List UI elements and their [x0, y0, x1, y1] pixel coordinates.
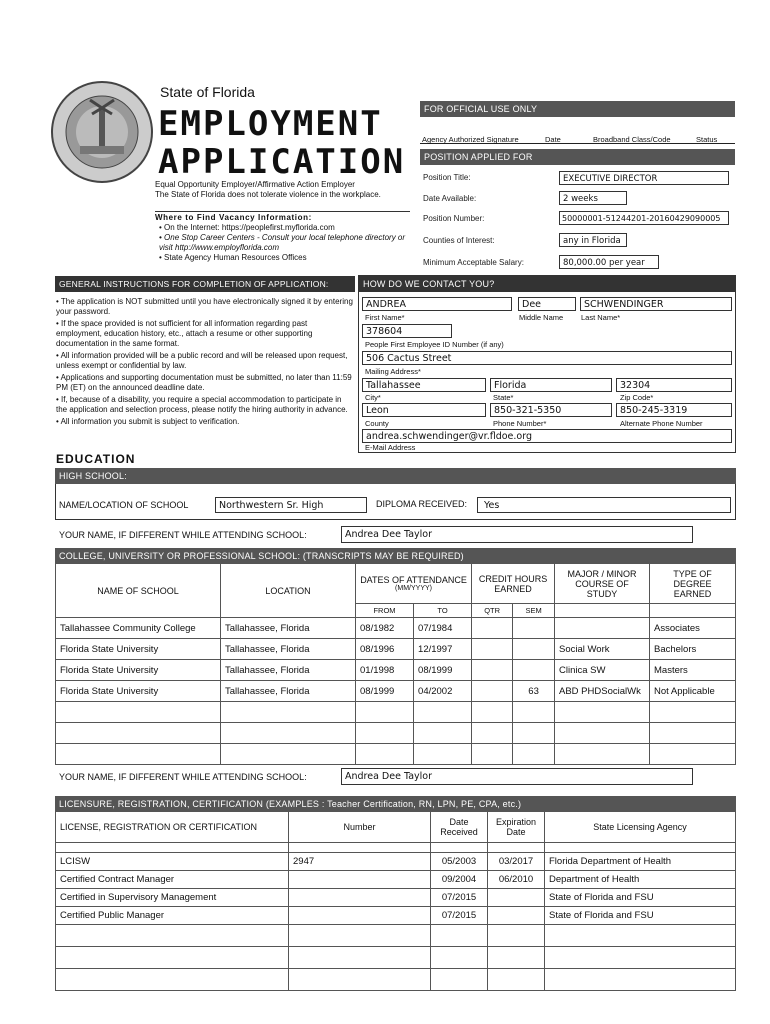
empty-cell[interactable] [488, 947, 545, 969]
zip-field[interactable]: 32304 [616, 378, 732, 392]
high-school-bar: HIGH SCHOOL: [55, 468, 736, 484]
empty-cell[interactable] [513, 744, 555, 765]
col-number: Number [289, 812, 431, 843]
qtr-cell[interactable] [472, 618, 513, 639]
empty-cell[interactable] [356, 723, 414, 744]
eeo-line: Equal Opportunity Employer/Affirmative Action Employer [155, 180, 355, 189]
col-qtr: QTR [472, 604, 513, 618]
employee-id-label: People First Employee ID Number (if any) [365, 340, 504, 349]
col-to: TO [414, 604, 472, 618]
empty-cell[interactable] [56, 925, 289, 947]
status-label: Status [696, 135, 718, 144]
empty-cell[interactable] [545, 947, 736, 969]
empty-cell[interactable] [414, 744, 472, 765]
school-cell[interactable]: Florida State University [56, 681, 221, 702]
empty-cell[interactable] [56, 723, 221, 744]
vacancy-info [155, 211, 410, 263]
col-agency: State Licensing Agency [545, 812, 736, 843]
contact-bar: HOW DO WE CONTACT YOU? [359, 276, 735, 292]
exp-cell[interactable] [488, 907, 545, 925]
col-from: FROM [356, 604, 414, 618]
eeo-statement [155, 180, 405, 200]
major-cell[interactable]: ABD PHDSocialWk [555, 681, 650, 702]
table-row [56, 744, 736, 765]
spacer-row [56, 843, 736, 853]
major-cell[interactable]: Clinica SW [555, 660, 650, 681]
location-cell[interactable]: Tallahassee, Florida [221, 639, 356, 660]
col-major-sub [555, 604, 650, 618]
exp-cell[interactable]: 03/2017 [488, 853, 545, 871]
table-row [56, 618, 736, 639]
table-row [56, 853, 736, 871]
from-cell[interactable]: 08/1996 [356, 639, 414, 660]
sem-cell[interactable] [513, 618, 555, 639]
empty-cell[interactable] [650, 744, 736, 765]
table-row [56, 925, 736, 947]
col-location: LOCATION [221, 564, 356, 618]
to-cell[interactable]: 07/1984 [414, 618, 472, 639]
agency-cell[interactable]: State of Florida and FSU [545, 907, 736, 925]
last-name-field[interactable]: SCHWENDINGER [580, 297, 732, 311]
location-cell[interactable]: Tallahassee, Florida [221, 660, 356, 681]
col-license: LICENSE, REGISTRATION OR CERTIFICATION [56, 812, 289, 843]
empty-cell[interactable] [472, 702, 513, 723]
diff-name-field-2[interactable]: Andrea Dee Taylor [341, 768, 693, 785]
spacer-cell [56, 843, 289, 853]
table-row [56, 723, 736, 744]
col-dates [356, 564, 472, 604]
sem-cell[interactable] [513, 639, 555, 660]
phone-label: Phone Number* [493, 419, 547, 428]
exp-cell[interactable]: 06/2010 [488, 871, 545, 889]
date-cell[interactable]: 09/2004 [431, 871, 488, 889]
college-bar: COLLEGE, UNIVERSITY OR PROFESSIONAL SCHOOL: (TRANSCRIPTS MAY BE REQUIRED) [55, 548, 736, 564]
spacer-cell [431, 843, 488, 853]
empty-cell[interactable] [356, 744, 414, 765]
violence-line: The State of Florida does not tolerate violence in the workplace. [155, 190, 381, 199]
exp-cell[interactable] [488, 889, 545, 907]
florida-seal [50, 80, 154, 184]
school-cell[interactable]: Florida State University [56, 660, 221, 681]
licensure-table [55, 811, 736, 991]
from-cell[interactable]: 01/1998 [356, 660, 414, 681]
major-cell[interactable] [555, 618, 650, 639]
instruction-item: • The application is NOT submitted until you have electronically signed it by entering your password. [56, 297, 353, 316]
mailing-address-label: Mailing Address* [365, 367, 421, 376]
empty-cell[interactable] [414, 702, 472, 723]
empty-cell[interactable] [650, 723, 736, 744]
instruction-item: • Applications and supporting documentation must be submitted, no later than 11:59 PM (ET) on the announced deadline date. [56, 373, 352, 392]
col-degree: TYPE OF DEGREE EARNED [650, 564, 736, 604]
position-title-label: Position Title: [423, 173, 471, 182]
empty-cell[interactable] [56, 969, 289, 991]
official-use-bar: FOR OFFICIAL USE ONLY [420, 101, 735, 117]
school-cell[interactable]: Florida State University [56, 639, 221, 660]
empty-cell[interactable] [56, 744, 221, 765]
location-cell[interactable]: Tallahassee, Florida [221, 618, 356, 639]
to-cell[interactable]: 12/1997 [414, 639, 472, 660]
instruction-item: • If, because of a disability, you require a special accommodation to participate in the application and selection process, please notify the hiring authority in advance. [56, 395, 348, 414]
instructions-list [56, 297, 354, 429]
number-cell[interactable] [289, 871, 431, 889]
school-name-field[interactable]: Northwestern Sr. High [215, 497, 367, 513]
degree-cell[interactable]: Associates [650, 618, 736, 639]
degree-cell[interactable]: Bachelors [650, 639, 736, 660]
position-number-field[interactable]: 50000001-51244201-20160429090005 [559, 211, 729, 225]
instructions-bar: GENERAL INSTRUCTIONS FOR COMPLETION OF APPLICATION: [55, 276, 355, 292]
degree-cell[interactable]: Not Applicable [650, 681, 736, 702]
table-row [56, 947, 736, 969]
col-dates-format: (MM/YYYY) [395, 585, 432, 592]
table-row [56, 702, 736, 723]
first-name-label: First Name* [365, 313, 405, 322]
empty-cell[interactable] [513, 723, 555, 744]
middle-name-field[interactable]: Dee [518, 297, 576, 311]
counties-field[interactable]: any in Florida [559, 233, 627, 247]
position-title-field[interactable]: EXECUTIVE DIRECTOR [559, 171, 729, 185]
number-cell[interactable]: 2947 [289, 853, 431, 871]
county-field[interactable]: Leon [362, 403, 486, 417]
zip-label: Zip Code* [620, 393, 654, 402]
empty-cell[interactable] [555, 723, 650, 744]
from-cell[interactable]: 08/1999 [356, 681, 414, 702]
col-dates-label: DATES OF ATTENDANCE [360, 575, 467, 585]
empty-cell[interactable] [555, 744, 650, 765]
license-cell[interactable]: Certified in Supervisory Management [56, 889, 289, 907]
diploma-label: DIPLOMA RECEIVED: [376, 499, 468, 509]
col-expiration: Expiration Date [488, 812, 545, 843]
date-available-field[interactable]: 2 weeks [559, 191, 627, 205]
to-cell[interactable]: 08/1999 [414, 660, 472, 681]
empty-cell[interactable] [472, 723, 513, 744]
empty-cell[interactable] [488, 925, 545, 947]
empty-cell[interactable] [289, 947, 431, 969]
title-employment: EMPLOYMENT [158, 104, 383, 144]
empty-cell[interactable] [555, 702, 650, 723]
empty-cell[interactable] [431, 925, 488, 947]
empty-cell[interactable] [488, 969, 545, 991]
date-available-label: Date Available: [423, 194, 477, 203]
vacancy-heading: Where to Find Vacancy Information: [155, 213, 312, 222]
salary-label: Minimum Acceptable Salary: [423, 258, 524, 267]
qtr-cell[interactable] [472, 681, 513, 702]
table-row [56, 871, 736, 889]
vacancy-item: • On the Internet: https://peoplefirst.myflorida.com [159, 223, 335, 232]
instruction-item: • All information you submit is subject to verification. [56, 417, 240, 426]
licensure-bar: LICENSURE, REGISTRATION, CERTIFICATION (EXAMPLES : Teacher Certification, RN, LPN, PE, CPA, etc.) [55, 796, 736, 812]
table-row [56, 639, 736, 660]
diff-name-label-2: YOUR NAME, IF DIFFERENT WHILE ATTENDING SCHOOL: [59, 772, 307, 782]
education-heading: EDUCATION [56, 452, 136, 466]
qtr-cell[interactable] [472, 660, 513, 681]
qtr-cell[interactable] [472, 639, 513, 660]
table-row [56, 660, 736, 681]
employee-id-field[interactable]: 378604 [362, 324, 452, 338]
license-cell[interactable]: LCISW [56, 853, 289, 871]
vacancy-item: • State Agency Human Resources Offices [159, 253, 307, 262]
degree-cell[interactable]: Masters [650, 660, 736, 681]
empty-cell[interactable] [289, 969, 431, 991]
school-name-label: NAME/LOCATION OF SCHOOL [59, 500, 189, 510]
empty-cell[interactable] [414, 723, 472, 744]
spacer-cell [545, 843, 736, 853]
empty-cell[interactable] [221, 744, 356, 765]
empty-cell[interactable] [431, 969, 488, 991]
empty-cell[interactable] [431, 947, 488, 969]
city-label: City* [365, 393, 381, 402]
mailing-address-field[interactable]: 506 Cactus Street [362, 351, 732, 365]
empty-cell[interactable] [356, 702, 414, 723]
major-cell[interactable]: Social Work [555, 639, 650, 660]
empty-cell[interactable] [56, 947, 289, 969]
state-label: State of Florida [160, 84, 255, 100]
empty-cell[interactable] [513, 702, 555, 723]
diploma-field[interactable]: Yes [477, 497, 731, 513]
college-table [55, 563, 736, 765]
number-cell[interactable] [289, 907, 431, 925]
last-name-label: Last Name* [581, 313, 621, 322]
position-number-label: Position Number: [423, 214, 485, 223]
alt-phone-label: Alternate Phone Number [620, 419, 703, 428]
empty-cell[interactable] [221, 702, 356, 723]
title-application: APPLICATION [158, 142, 406, 182]
col-school-name: NAME OF SCHOOL [56, 564, 221, 618]
phone-field[interactable]: 850-321-5350 [490, 403, 612, 417]
license-cell[interactable]: Certified Public Manager [56, 907, 289, 925]
location-cell[interactable]: Tallahassee, Florida [221, 681, 356, 702]
salary-field[interactable]: 80,000.00 per year [559, 255, 659, 269]
agency-cell[interactable]: Department of Health [545, 871, 736, 889]
state-label: State* [493, 393, 514, 402]
instruction-item: • If the space provided is not sufficient for all information regarding past employment, education history, etc., attach a resume or other supporting documentation in the same format. [56, 319, 313, 348]
empty-cell[interactable] [56, 702, 221, 723]
empty-cell[interactable] [472, 744, 513, 765]
first-name-field[interactable]: ANDREA [362, 297, 512, 311]
sem-cell[interactable]: 63 [513, 681, 555, 702]
diff-name-field[interactable]: Andrea Dee Taylor [341, 526, 693, 543]
col-date-received: Date Received [431, 812, 488, 843]
position-bar: POSITION APPLIED FOR [420, 149, 735, 165]
agency-signature-label: Agency Authorized Signature [422, 135, 519, 144]
email-field[interactable]: andrea.schwendinger@vr.fldoe.org [362, 429, 732, 443]
table-row [56, 907, 736, 925]
to-cell[interactable]: 04/2002 [414, 681, 472, 702]
official-date-label: Date [545, 135, 561, 144]
empty-cell[interactable] [221, 723, 356, 744]
table-row [56, 889, 736, 907]
middle-name-label: Middle Name [519, 313, 564, 322]
spacer-cell [488, 843, 545, 853]
counties-label: Counties of Interest: [423, 236, 495, 245]
city-field[interactable]: Tallahassee [362, 378, 486, 392]
date-cell[interactable]: 07/2015 [431, 889, 488, 907]
agency-cell[interactable]: Florida Department of Health [545, 853, 736, 871]
school-cell[interactable]: Tallahassee Community College [56, 618, 221, 639]
instruction-item: • All information provided will be a public record and will be released upon request, unless exempt or confidential by law. [56, 351, 348, 370]
vacancy-item: • One Stop Career Centers - Consult your local telephone directory or visit http://www.employflorida.com [159, 233, 406, 252]
col-sem: SEM [513, 604, 555, 618]
broadband-label: Broadband Class/Code [593, 135, 671, 144]
table-row [56, 681, 736, 702]
alt-phone-field[interactable]: 850-245-3319 [616, 403, 732, 417]
table-row [56, 969, 736, 991]
date-cell[interactable]: 05/2003 [431, 853, 488, 871]
col-degree-sub [650, 604, 736, 618]
col-credit-hours: CREDIT HOURS EARNED [472, 564, 555, 604]
date-cell[interactable]: 07/2015 [431, 907, 488, 925]
empty-cell[interactable] [545, 925, 736, 947]
agency-cell[interactable]: State of Florida and FSU [545, 889, 736, 907]
spacer-cell [289, 843, 431, 853]
empty-cell[interactable] [545, 969, 736, 991]
diff-name-label: YOUR NAME, IF DIFFERENT WHILE ATTENDING SCHOOL: [59, 530, 307, 540]
empty-cell[interactable] [650, 702, 736, 723]
email-label: E-Mail Address [365, 443, 416, 452]
state-field[interactable]: Florida [490, 378, 612, 392]
county-label: County [365, 419, 389, 428]
col-major: MAJOR / MINOR COURSE OF STUDY [555, 564, 650, 604]
number-cell[interactable] [289, 889, 431, 907]
empty-cell[interactable] [289, 925, 431, 947]
sem-cell[interactable] [513, 660, 555, 681]
license-cell[interactable]: Certified Contract Manager [56, 871, 289, 889]
from-cell[interactable]: 08/1982 [356, 618, 414, 639]
